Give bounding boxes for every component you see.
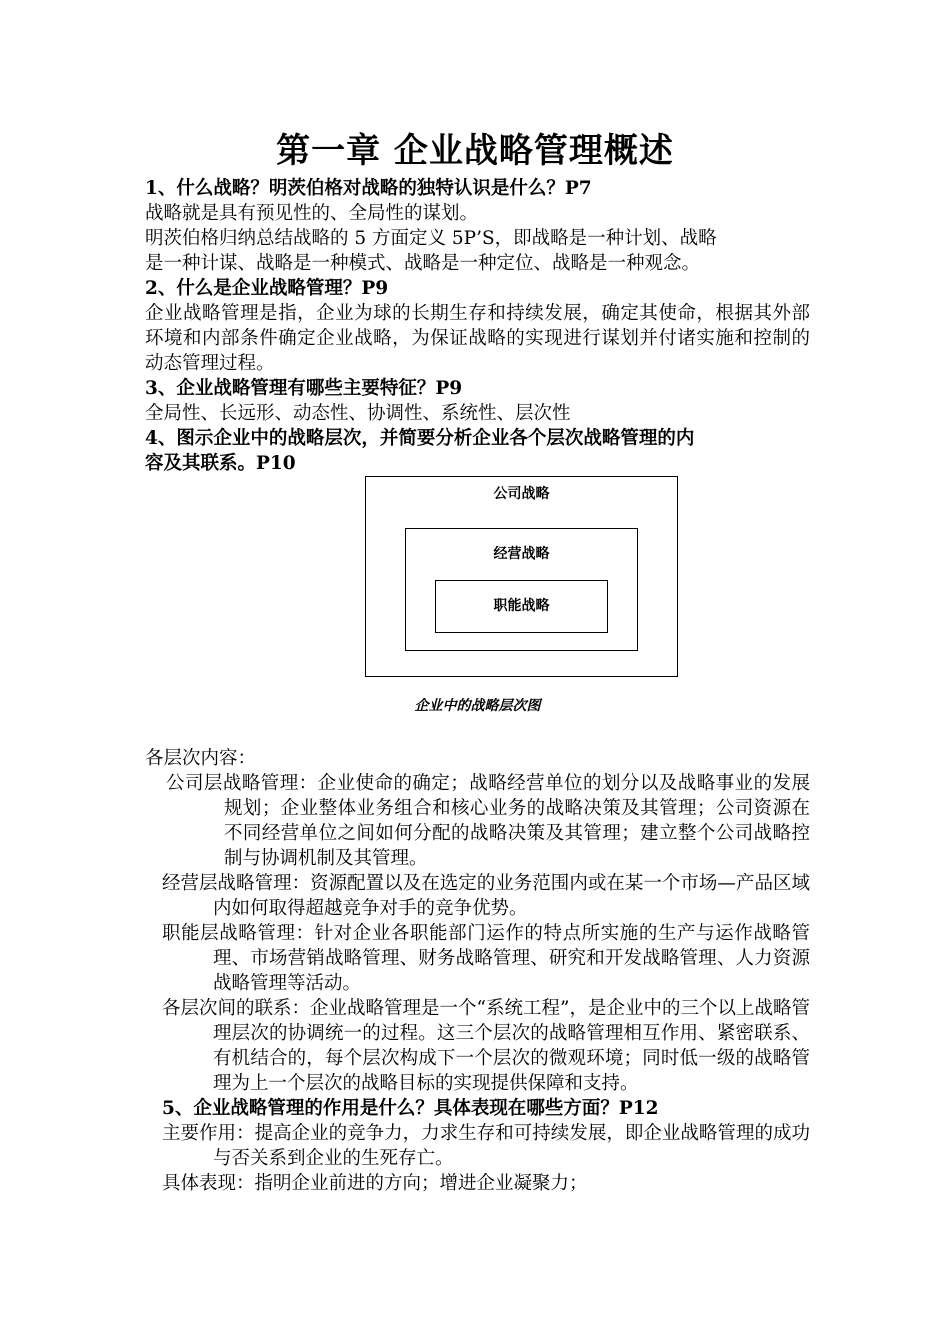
answer-1-mintzberg-line2: 是一种计谋、战略是一种模式、战略是一种定位、战略是一种观念。 [145,253,701,274]
answer-1-definition: 战略就是具有预见性的、全局性的谋划。 [145,203,479,224]
levels-relationship: 各层次间的联系：企业战略管理是一个“系统工程”，是企业中的三个以上战略管理层次的协调统一的过程。这三个层次的战略管理相互作用、紧密联系、有机结合的，每个层次构成下一个层次的微观环境；同时低一级的战略管理为上一个层次的战略目标的实现提供保障和支持。 [162,998,810,1094]
answer-2: 企业战略管理是指，企业为球的长期生存和持续发展，确定其使命，根据其外部环境和内部条件确定企业战略，为保证战略的实现进行谋划并付诸实施和控制的动态管理过程。 [145,303,810,374]
chapter-title: 第一章 企业战略管理概述 [276,131,674,171]
question-4-line1: 4、图示企业中的战略层次，并简要分析企业各个层次战略管理的内 [145,428,695,449]
functional-strategy-box [435,580,608,633]
corporate-level-content: 公司层战略管理：企业使命的确定；战略经营单位的划分以及战略事业的发展规划；企业整体业务组合和核心业务的战略决策及其管理；公司资源在不同经营单位之间如何分配的战略决策及其管理；建立整个公司战略控制与协调机制及其管理。 [166,773,810,869]
answer-1-mintzberg-line1: 明茨伯格归纳总结战略的 5 方面定义 5P’S，即战略是一种计划、战略 [145,228,717,249]
document-body [145,176,810,1196]
functional-level-content: 职能层战略管理：针对企业各职能部门运作的特点所实施的生产与运作战略管理、市场营销战略管理、财务战略管理、研究和开发战略管理、人力资源战略管理等活动。 [162,923,810,994]
question-3: 3、企业战略管理有哪些主要特征？P9 [145,378,463,399]
question-1: 1、什么战略？明茨伯格对战略的独特认识是什么？P7 [145,178,592,199]
contents-heading: 各层次内容： [145,748,257,769]
answer-5-main-role: 主要作用：提高企业的竞争力，力求生存和可持续发展，即企业战略管理的成功与否关系到企业的生死存亡。 [162,1123,810,1169]
functional-strategy-label: 职能战略 [493,598,550,614]
question-4-line2: 容及其联系。P10 [145,453,296,474]
answer-5-specific: 具体表现：指明企业前进的方向；增进企业凝聚力； [162,1173,588,1194]
question-5: 5、企业战略管理的作用是什么？具体表现在哪些方面？P12 [162,1098,659,1119]
corporate-strategy-label: 公司战略 [493,486,550,502]
question-2: 2、什么是企业战略管理？P9 [145,278,389,299]
business-level-content: 经营层战略管理：资源配置以及在选定的业务范围内或在某一个市场—产品区域内如何取得超越竞争对手的竞争优势。 [162,873,810,919]
diagram-caption: 企业中的战略层次图 [414,698,541,714]
answer-3: 全局性、长远形、动态性、协调性、系统性、层次性 [145,403,571,424]
strategy-levels-diagram [145,476,810,746]
business-strategy-label: 经营战略 [493,546,550,562]
